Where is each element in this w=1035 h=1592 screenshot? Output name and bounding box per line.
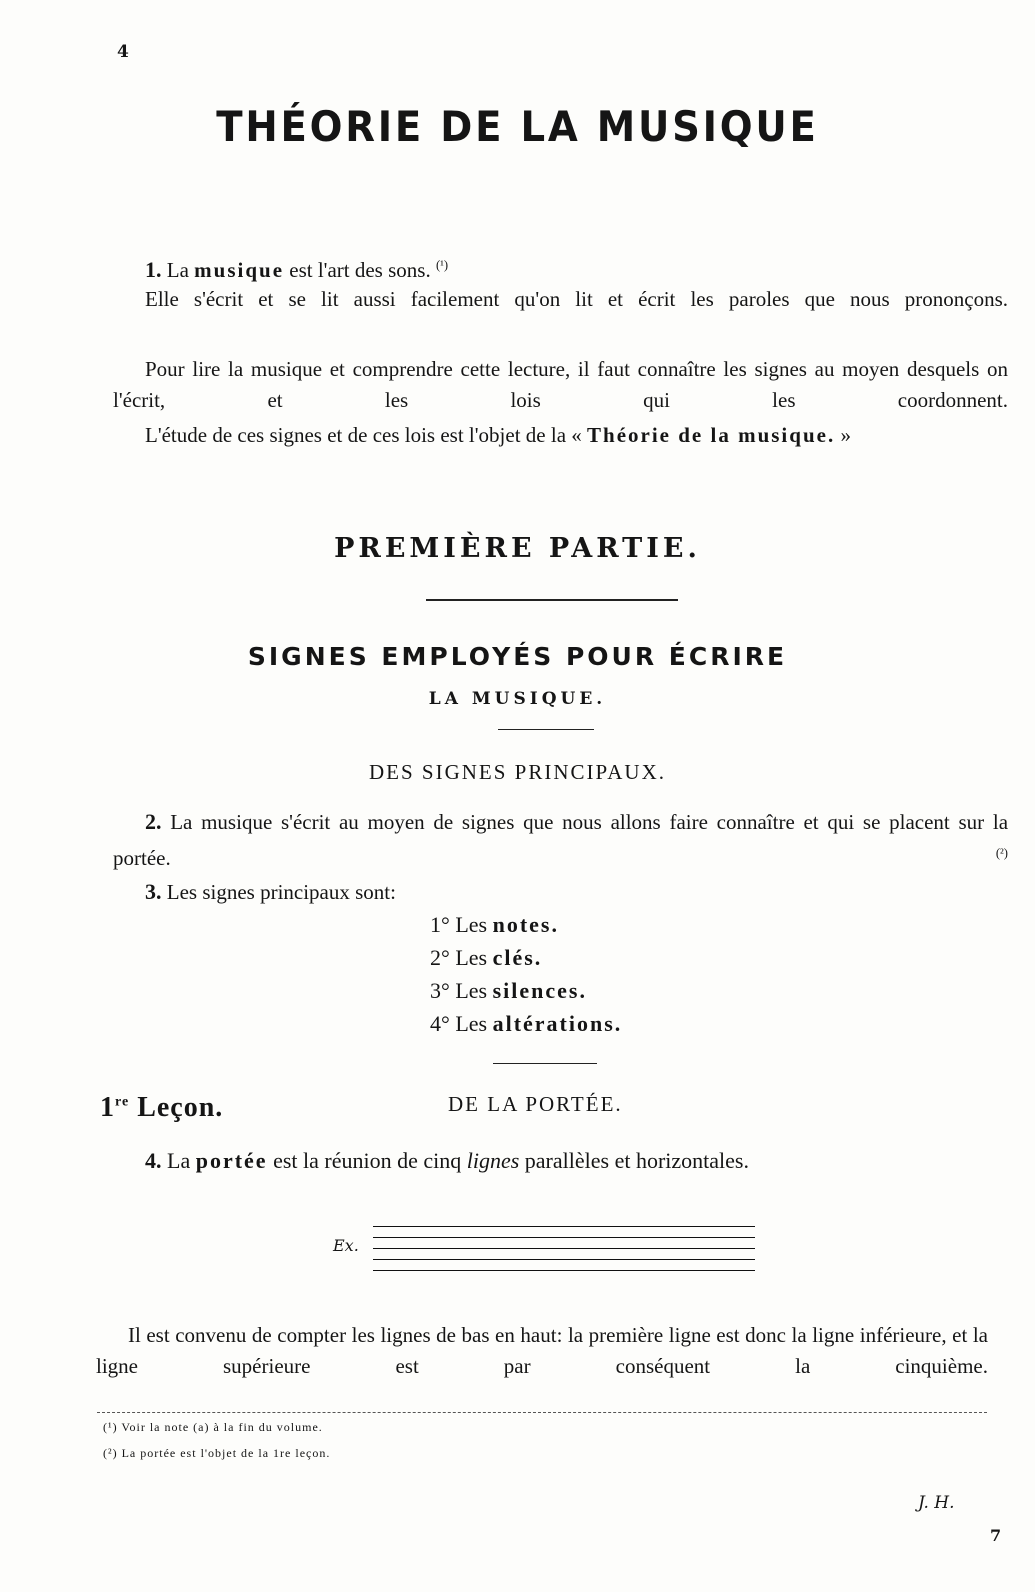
bold-term: notes. — [492, 912, 559, 937]
paragraph-number: 3. — [145, 879, 162, 904]
ordinal: 4° — [430, 1011, 450, 1036]
paragraph-6 — [113, 876, 1008, 908]
bold-term: musique — [194, 258, 285, 282]
text: L'étude de ces signes et de ces lois est l'objet de la « — [145, 423, 582, 447]
lesson-number: 1 — [100, 1092, 115, 1123]
footnote-divider — [97, 1412, 987, 1414]
divider — [426, 599, 678, 601]
signs-list — [430, 908, 622, 1040]
footnote-text: La portée est l'objet de la 1re leçon. — [121, 1446, 331, 1460]
list-item — [430, 908, 622, 941]
text: La musique s'écrit au moyen de signes que nous allons faire connaître et qui se placent sur la portée. — [113, 810, 1009, 870]
list-item — [430, 1007, 622, 1040]
example-label: Ex. — [333, 1236, 359, 1255]
lesson-label — [100, 1092, 223, 1124]
ordinal: 3° — [430, 978, 450, 1003]
divider — [493, 1063, 597, 1064]
footer-number: 7 — [990, 1526, 1002, 1545]
footnote-mark: (¹) — [103, 1420, 118, 1434]
publisher-mark: J. H. — [918, 1493, 955, 1513]
text: Les — [455, 978, 488, 1003]
ordinal: 2° — [430, 945, 450, 970]
section-subtitle: LA MUSIQUE. — [428, 689, 607, 709]
paragraph-2: Elle s'écrit et se lit aussi facilement qu'on lit et écrit les paroles que nous prononçons. — [145, 287, 1008, 311]
bold-term: portée — [195, 1148, 268, 1173]
paragraph-8: Il est convenu de compter les lignes de bas en haut: la première ligne est donc la ligne inférieure, et la ligne supérieure est par conséquent la cinquième. — [96, 1323, 988, 1378]
text: est la réunion de cinq — [273, 1148, 462, 1173]
lesson-suffix: re — [115, 1094, 130, 1110]
footnote-mark: (²) — [103, 1446, 118, 1460]
bold-term: altérations. — [492, 1011, 623, 1036]
subsection-heading: DES SIGNES PRINCIPAUX. — [368, 760, 667, 784]
divider — [498, 729, 594, 730]
staff-line — [373, 1270, 755, 1271]
footnote-1 — [103, 1420, 323, 1435]
section-title: SIGNES EMPLOYÉS POUR ÉCRIRE — [247, 642, 788, 671]
paragraph-7 — [113, 1145, 1008, 1176]
staff-line — [373, 1248, 755, 1249]
bold-term: Théorie de la musique. — [587, 423, 836, 447]
footnote-ref: (²) — [995, 846, 1008, 860]
footnote-ref: (¹) — [435, 258, 449, 272]
text: est l'art des sons. — [289, 258, 431, 282]
paragraph-5 — [113, 806, 1008, 874]
footnote-2 — [103, 1446, 330, 1461]
paragraph-3: Pour lire la musique et comprendre cette lecture, il faut connaître les signes au moyen desquels on l'écrit, et les lois qui les coordonnent. — [113, 357, 1008, 412]
paragraph-4 — [113, 420, 1008, 451]
paragraph-number: 2. — [145, 809, 162, 834]
footnote-text: Voir la note (a) à la fin du volume. — [121, 1420, 323, 1434]
page-title: THÉORIE DE LA MUSIQUE — [216, 102, 819, 151]
music-staff — [373, 1224, 755, 1272]
text: La — [166, 258, 189, 282]
part-title: PREMIÈRE PARTIE. — [334, 533, 701, 564]
paragraph-number: 1. — [145, 257, 162, 282]
ordinal: 1° — [430, 912, 450, 937]
text: parallèles et horizontales. — [524, 1148, 749, 1173]
staff-line — [373, 1237, 755, 1238]
list-item — [430, 941, 622, 974]
text: Les — [455, 1011, 488, 1036]
staff-line — [373, 1226, 755, 1227]
page-number: 4 — [117, 42, 129, 62]
bold-term: clés. — [492, 945, 543, 970]
paragraph-number: 4. — [145, 1148, 162, 1173]
list-item — [430, 974, 622, 1007]
text: Les signes principaux sont: — [166, 880, 396, 904]
lesson-title: DE LA PORTÉE. — [448, 1092, 623, 1116]
text: » — [840, 423, 851, 447]
text: Les — [455, 945, 488, 970]
text: Les — [455, 912, 488, 937]
paragraph-1 — [113, 250, 1008, 286]
lesson-word: Leçon. — [137, 1092, 224, 1123]
bold-term: silences. — [492, 978, 587, 1003]
text: La — [167, 1148, 191, 1173]
italic-term: lignes — [466, 1148, 520, 1173]
staff-line — [373, 1259, 755, 1260]
